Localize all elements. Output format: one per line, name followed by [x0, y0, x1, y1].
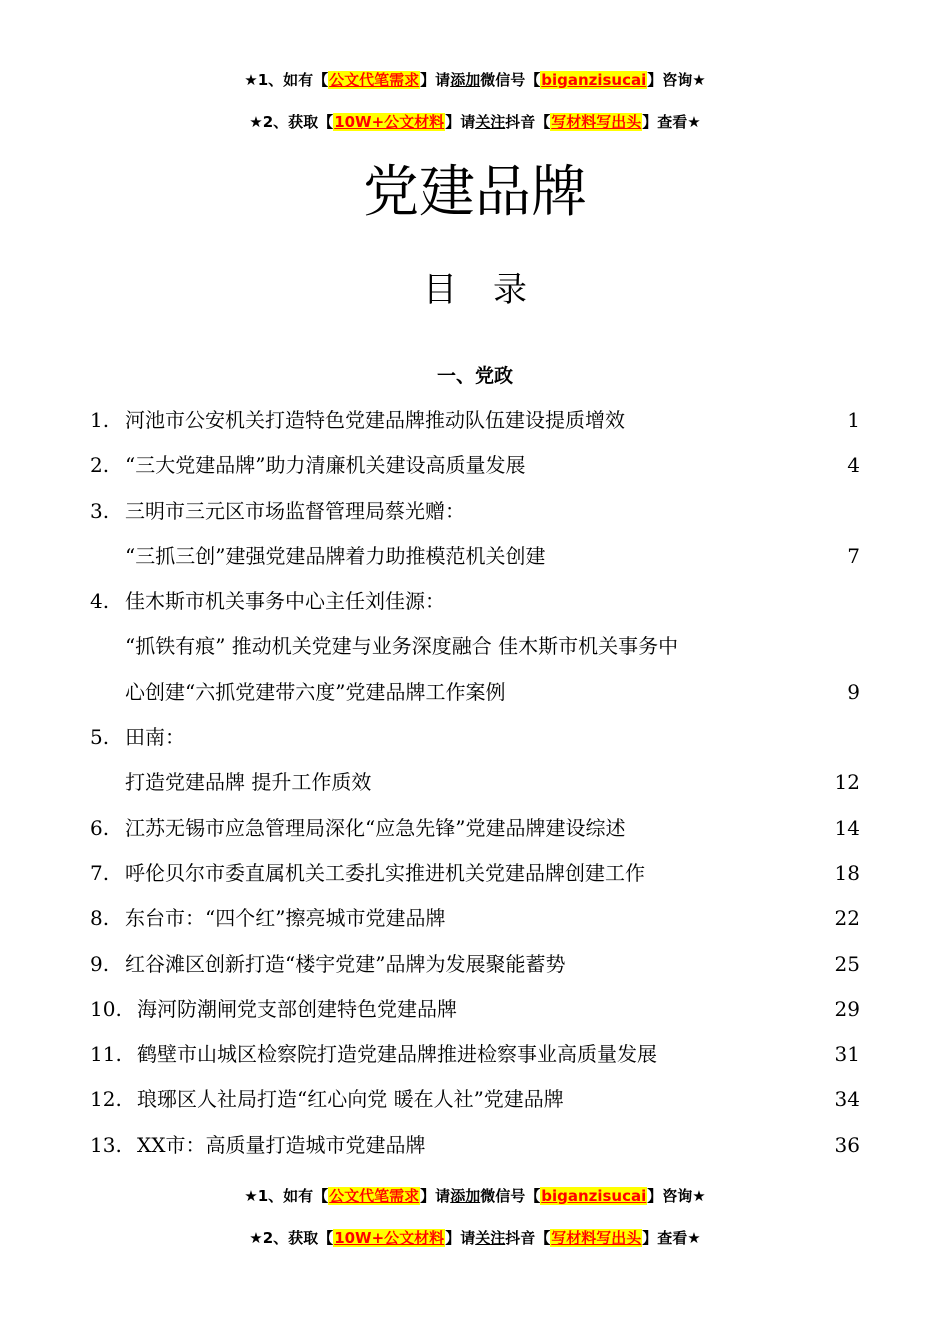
toc-number: 9. [90, 951, 110, 976]
toc-number: 11. [90, 1042, 122, 1067]
highlight-douyin-id: 写材料写出头 [551, 113, 642, 131]
toc-entry[interactable] [90, 489, 860, 534]
promo-banner-line-1 [0, 70, 950, 90]
banner-text: ★1、如有【 [244, 1187, 329, 1205]
banner-text: 】请 [420, 71, 451, 89]
toc-entry[interactable] [90, 715, 860, 760]
toc-title: “三抓三创”建强党建品牌着力助推模范机关创建 [125, 543, 546, 568]
toc-page: 18 [834, 860, 860, 885]
banner-text: 】请 [445, 1229, 476, 1247]
highlight-materials: 10W+公文材料 [334, 1229, 445, 1247]
highlight-service: 公文代笔需求 [329, 1187, 420, 1205]
banner-text: 抖音【 [505, 1229, 551, 1247]
toc-entry[interactable] [90, 896, 860, 941]
banner-text: ★1、如有【 [244, 71, 329, 89]
banner-text: ★2、获取【 [249, 113, 334, 131]
banner-text: 】查看★ [642, 113, 701, 131]
banner-text: 】咨询★ [647, 1187, 706, 1205]
toc-entry[interactable] [90, 398, 860, 443]
toc-entry[interactable] [90, 443, 860, 488]
banner-text: 】咨询★ [647, 71, 706, 89]
toc-page: 25 [834, 951, 860, 976]
banner-text: 抖音【 [505, 113, 551, 131]
promo-banner-line-1-footer [0, 1186, 950, 1206]
toc-title: 江苏无锡市应急管理局深化“应急先锋”党建品牌建设综述 [125, 815, 626, 840]
toc-title: 三明市三元区市场监督管理局蔡光赠： [125, 498, 465, 523]
banner-text: 】查看★ [642, 1229, 701, 1247]
toc-title: 河池市公安机关打造特色党建品牌推动队伍建设提质增效 [125, 408, 625, 432]
toc-entry[interactable] [90, 987, 860, 1032]
toc-title: 东台市：“四个红”擦亮城市党建品牌 [125, 906, 446, 931]
toc-entry[interactable] [90, 942, 860, 987]
toc-page: 9 [847, 679, 860, 704]
toc-title: 海河防潮闸党支部创建特色党建品牌 [137, 996, 457, 1021]
toc-title: 心创建“六抓党建带六度”党建品牌工作案例 [125, 679, 506, 704]
toc-entry[interactable] [90, 1077, 860, 1122]
toc-page: 36 [834, 1132, 860, 1157]
underlined-word: 添加 [450, 71, 481, 89]
toc-entry-continuation[interactable] [90, 670, 860, 715]
banner-text: ★2、获取【 [249, 1229, 334, 1247]
toc-title: 佳木斯市机关事务中心主任刘佳源： [125, 589, 445, 614]
toc-heading: 目录 [423, 270, 563, 310]
toc-number: 10. [90, 996, 122, 1021]
toc-entry[interactable] [90, 579, 860, 624]
toc-title: 呼伦贝尔市委直属机关工委扎实推进机关党建品牌创建工作 [125, 860, 645, 885]
toc-entry[interactable] [90, 851, 860, 896]
promo-banner-line-2 [0, 112, 950, 132]
toc-entry-continuation[interactable] [90, 534, 860, 579]
banner-text: 】请 [420, 1187, 451, 1205]
highlight-materials: 10W+公文材料 [334, 113, 445, 131]
toc-page: 7 [847, 543, 860, 568]
toc-page: 1 [847, 408, 860, 432]
toc-number: 12. [90, 1087, 122, 1112]
toc-page: 31 [834, 1042, 860, 1067]
section-heading: 一、党政 [436, 365, 513, 387]
toc-number: 5. [90, 725, 110, 750]
toc-number: 13. [90, 1132, 122, 1157]
toc-title: XX市：高质量打造城市党建品牌 [137, 1132, 426, 1157]
toc-title: 鹤壁市山城区检察院打造党建品牌推进检察事业高质量发展 [137, 1042, 657, 1067]
toc-title: 打造党建品牌 提升工作质效 [125, 770, 372, 795]
toc-number: 6. [90, 815, 110, 840]
toc-number: 1. [90, 408, 110, 432]
toc-number: 7. [90, 860, 110, 885]
highlight-service: 公文代笔需求 [329, 71, 420, 89]
toc-entry-continuation[interactable] [90, 760, 860, 805]
toc-number: 2. [90, 453, 110, 478]
promo-banner-line-2-footer [0, 1228, 950, 1248]
toc-page: 22 [834, 906, 860, 931]
toc-page: 4 [847, 453, 860, 478]
toc-entry[interactable] [90, 806, 860, 851]
toc-page: 29 [834, 996, 860, 1021]
underlined-word: 添加 [450, 1187, 481, 1205]
toc-entry[interactable] [90, 1123, 860, 1168]
toc-title: 田南： [125, 725, 185, 750]
toc-title: “三大党建品牌”助力清廉机关建设高质量发展 [125, 453, 526, 478]
table-of-contents [90, 398, 860, 1168]
toc-page: 14 [834, 815, 860, 840]
toc-title: 红谷滩区创新打造“楼宇党建”品牌为发展聚能蓄势 [125, 951, 566, 976]
banner-text: 】请 [445, 113, 476, 131]
highlight-wechat-id: biganzisucai [541, 1187, 647, 1205]
toc-title: “抓铁有痕” 推动机关党建与业务深度融合 佳木斯市机关事务中 [125, 634, 679, 659]
toc-title: 琅琊区人社局打造“红心向党 暖在人社”党建品牌 [137, 1087, 564, 1112]
banner-text: 微信号【 [480, 71, 541, 89]
document-title: 党建品牌 [363, 160, 587, 225]
highlight-wechat-id: biganzisucai [541, 71, 647, 89]
toc-number: 3. [90, 498, 110, 523]
toc-number: 8. [90, 906, 110, 931]
underlined-word: 关注 [475, 113, 506, 131]
underlined-word: 关注 [475, 1229, 506, 1247]
toc-number: 4. [90, 589, 110, 614]
highlight-douyin-id: 写材料写出头 [551, 1229, 642, 1247]
toc-entry-continuation[interactable] [90, 624, 860, 669]
banner-text: 微信号【 [480, 1187, 541, 1205]
toc-entry[interactable] [90, 1032, 860, 1077]
toc-page: 34 [834, 1087, 860, 1112]
toc-page: 12 [834, 770, 860, 795]
